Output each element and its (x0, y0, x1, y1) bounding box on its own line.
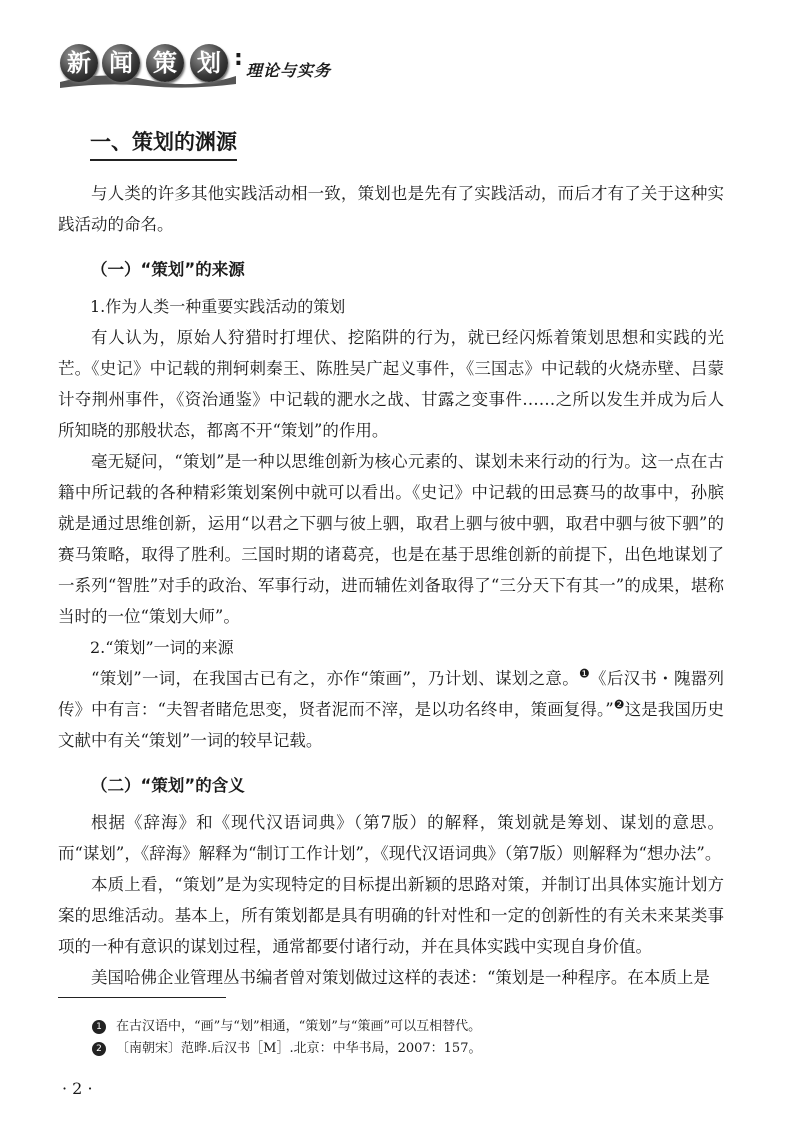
logo-colon: : (234, 46, 243, 71)
footnotes (92, 1016, 732, 1060)
paragraph (58, 663, 724, 756)
paragraph-text: 这是我国历史文献中有关“策划”一词的较早记载。 (58, 700, 725, 750)
footnote-divider (58, 997, 226, 998)
paragraph: 毫无疑问，“策划”是一种以思维创新为核心元素的、谋划未来行动的行为。这一点在古籍中所记载的各种精彩策划案例中就可以看出。《史记》中记载的田忌赛马的故事中，孙膑就是通过思维创新，运用“以君之下驷与彼上驷，取君上驷与彼中驷，取君中驷与彼下驷”的赛马策略，取得了胜利。三国时期的诸葛亮，也是在基于思维创新的前提下，出色地谋划了一系列“智胜”对手的政治、军事行动，进而辅佐刘备取得了“三分天下有其一”的成果，堪称当时的一位“策划大师”。 (58, 452, 724, 626)
subsection-heading-1: （一）“策划”的来源 (91, 260, 245, 279)
subsection-heading-2: （二）“策划”的含义 (91, 776, 245, 795)
footnote-ref-1[interactable]: ❶ (578, 666, 591, 681)
footnote-2 (92, 1038, 732, 1060)
running-header (58, 38, 758, 90)
footnote-text: 在古汉语中，“画”与“划”相通，“策划”与“策画”可以互相替代。 (116, 1019, 482, 1034)
body-text (58, 178, 724, 993)
book-subtitle: 理论与实务 (246, 61, 332, 80)
intro-paragraph: 与人类的许多其他实践活动相一致，策划也是先有了实践活动，而后才有了关于这种实践活动的命名。 (58, 184, 724, 234)
footnote-ref-2[interactable]: ❷ (613, 697, 625, 712)
paragraph: 本质上看，“策划”是为实现特定的目标提出新颖的思路对策，并制订出具体实施计划方案的思维活动。基本上，所有策划都是具有明确的针对性和一定的创新性的有关未来某类事项的一种有意识的谋划过程，通常都要付诸行动，并在具体实践中实现自身价值。 (58, 875, 724, 956)
logo-char-3: 策 (146, 44, 184, 82)
section-title: 一、策划的渊源 (90, 126, 237, 161)
item-title-1: 1.作为人类一种重要实践活动的策划 (90, 297, 346, 316)
paragraph: 美国哈佛企业管理丛书编者曾对策划做过这样的表述：“策划是一种程序。在本质上是 (91, 968, 710, 987)
footnote-text: 〔南朝宋〕范晔.后汉书［M］.北京：中华书局，2007：157。 (116, 1041, 482, 1056)
footnote-number: 1 (92, 1020, 106, 1034)
paragraph: 有人认为，原始人狩猎时打埋伏、挖陷阱的行为，就已经闪烁着策划思想和实践的光芒。《史记》中记载的荆轲刺秦王、陈胜吴广起义事件，《三国志》中记载的火烧赤壁、吕蒙计夺荆州事件，《资治通鉴》中记载的淝水之战、甘露之变事件……之所以发生并成为后人所知晓的那般状态，都离不开“策划”的作用。 (58, 328, 724, 440)
footnote-1 (92, 1016, 732, 1038)
logo-char-2: 闻 (102, 44, 140, 82)
item-title-2: 2.“策划”一词的来源 (90, 638, 234, 657)
paragraph: 根据《辞海》和《现代汉语词典》（第7版）的解释，策划就是筹划、谋划的意思。而“谋划”，《辞海》解释为“制订工作计划”，《现代汉语词典》（第7版）则解释为“想办法”。 (58, 813, 724, 863)
page-number: · 2 · (62, 1079, 93, 1098)
paragraph-text: 《后汉书・隗嚣列传》中有言：“夫智者睹危思变，贤者泥而不滓，是以功名终申，策画复得。” (58, 669, 725, 719)
footnote-number: 2 (92, 1042, 106, 1056)
logo-char-1: 新 (60, 44, 98, 82)
paragraph-text: “策划”一词，在我国古已有之，亦作“策画”，乃计划、谋划之意。 (91, 669, 579, 688)
logo-char-4: 划 (190, 44, 228, 82)
